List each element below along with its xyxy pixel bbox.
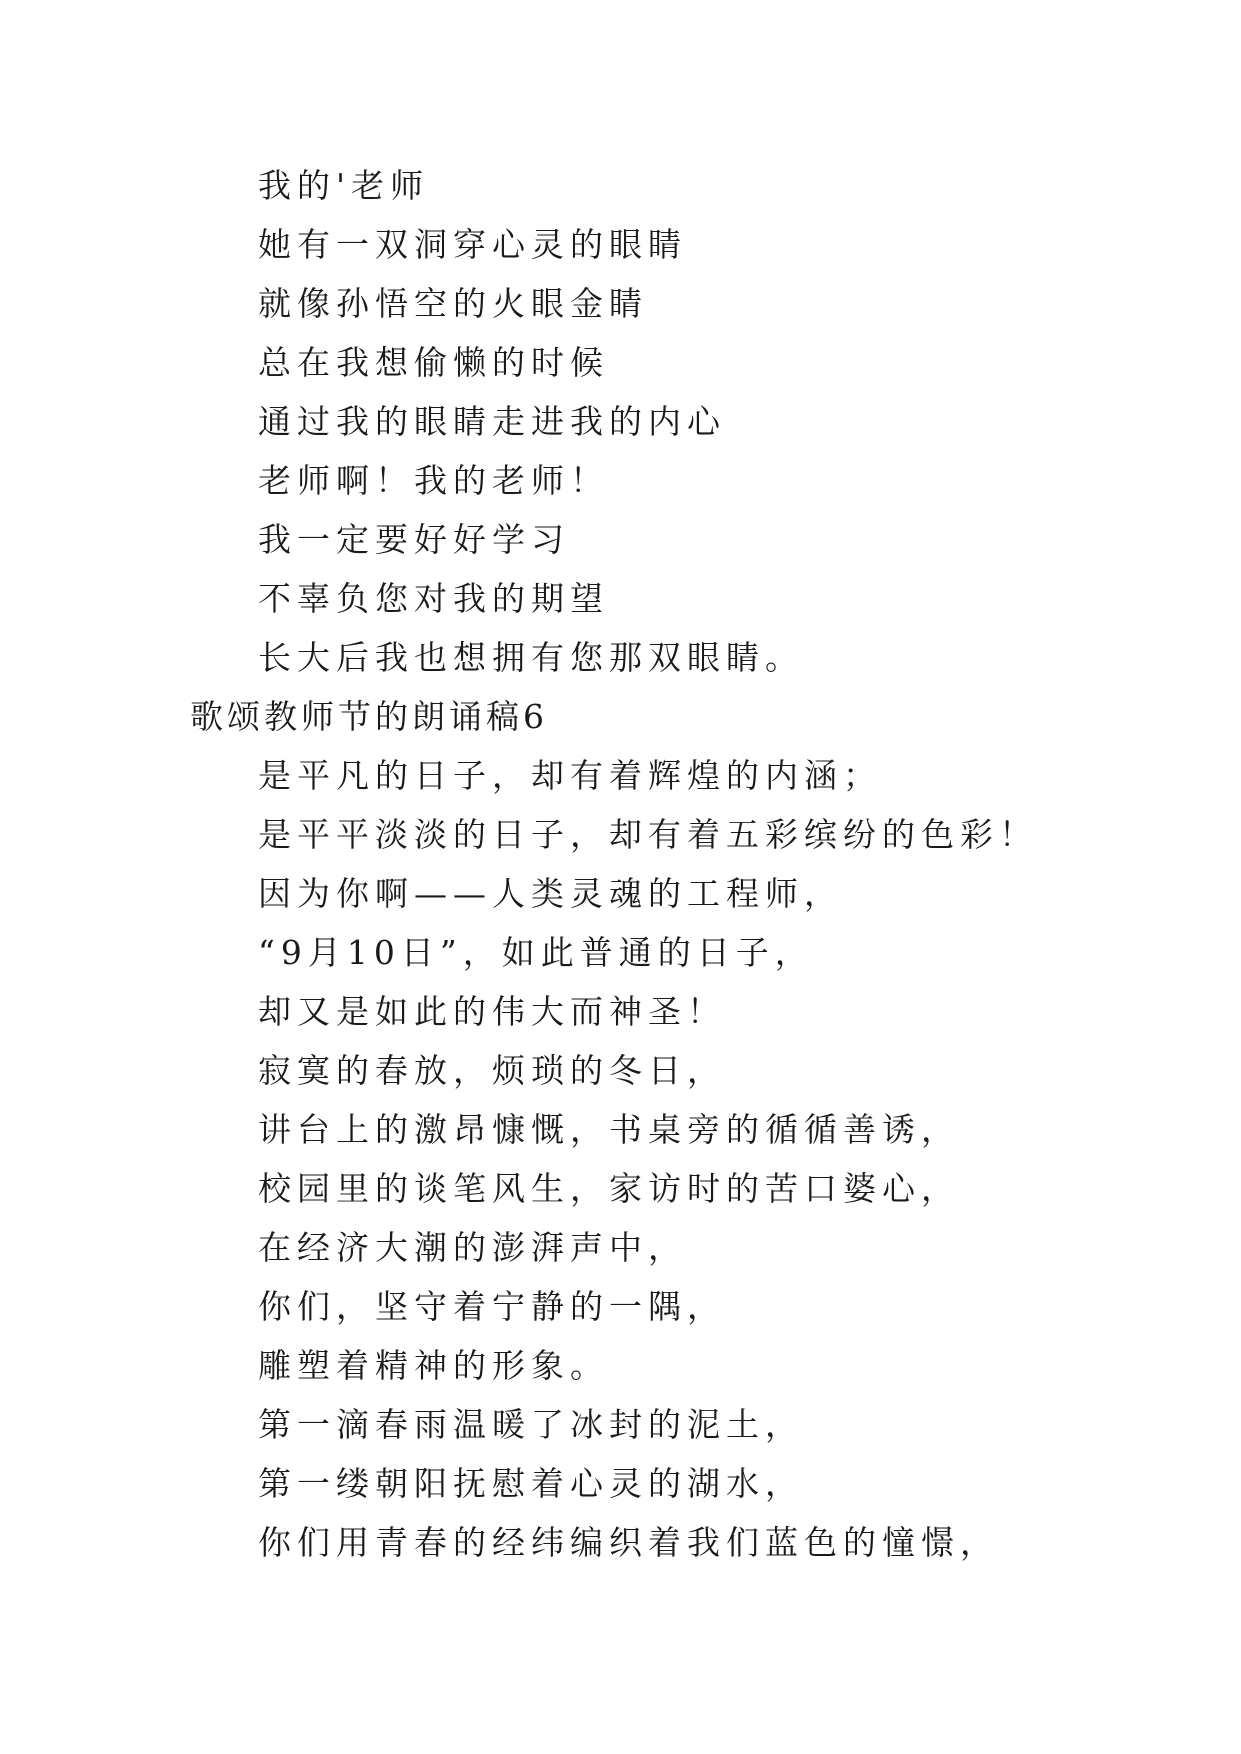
poem-line: 长大后我也想拥有您那双眼睛。 <box>258 638 804 677</box>
poem-line: 通过我的眼睛走进我的内心 <box>258 402 726 441</box>
poem-line: 不辜负您对我的期望 <box>258 579 609 618</box>
poem-line: 却又是如此的伟大而神圣！ <box>258 992 726 1031</box>
poem-line: 你们用青春的经纬编织着我们蓝色的憧憬， <box>258 1523 999 1562</box>
poem-line: 是平平淡淡的日子，却有着五彩缤纷的色彩！ <box>258 815 1038 854</box>
poem-line: 你们，坚守着宁静的一隅， <box>258 1287 726 1326</box>
poem-line: 第一缕朝阳抚慰着心灵的湖水， <box>258 1464 804 1503</box>
poem-line: “9月10日”，如此普通的日子， <box>258 933 814 972</box>
poem-line: 因为你啊——人类灵魂的工程师， <box>258 874 843 913</box>
poem-line: 老师啊！我的老师！ <box>258 461 609 500</box>
poem-line: 第一滴春雨温暖了冰封的泥土， <box>258 1405 804 1444</box>
poem-line: 她有一双洞穿心灵的眼睛 <box>258 225 687 264</box>
poem-line: 我一定要好好学习 <box>258 520 570 559</box>
poem-line: 讲台上的激昂慷慨，书桌旁的循循善诱， <box>258 1110 960 1149</box>
poem-line: 校园里的谈笔风生，家访时的苦口婆心， <box>258 1169 960 1208</box>
poem-line: 就像孙悟空的火眼金睛 <box>258 284 648 323</box>
poem-line: 在经济大潮的澎湃声中， <box>258 1228 687 1267</box>
section-heading: 歌颂教师节的朗诵稿6 <box>190 697 548 736</box>
poem-line: 是平凡的日子，却有着辉煌的内涵； <box>258 756 882 795</box>
poem-line: 总在我想偷懒的时候 <box>258 343 609 382</box>
poem-line: 我的'老师 <box>258 166 430 205</box>
poem-line: 雕塑着精神的形象。 <box>258 1346 609 1385</box>
poem-line: 寂寞的春放，烦琐的冬日， <box>258 1051 726 1090</box>
